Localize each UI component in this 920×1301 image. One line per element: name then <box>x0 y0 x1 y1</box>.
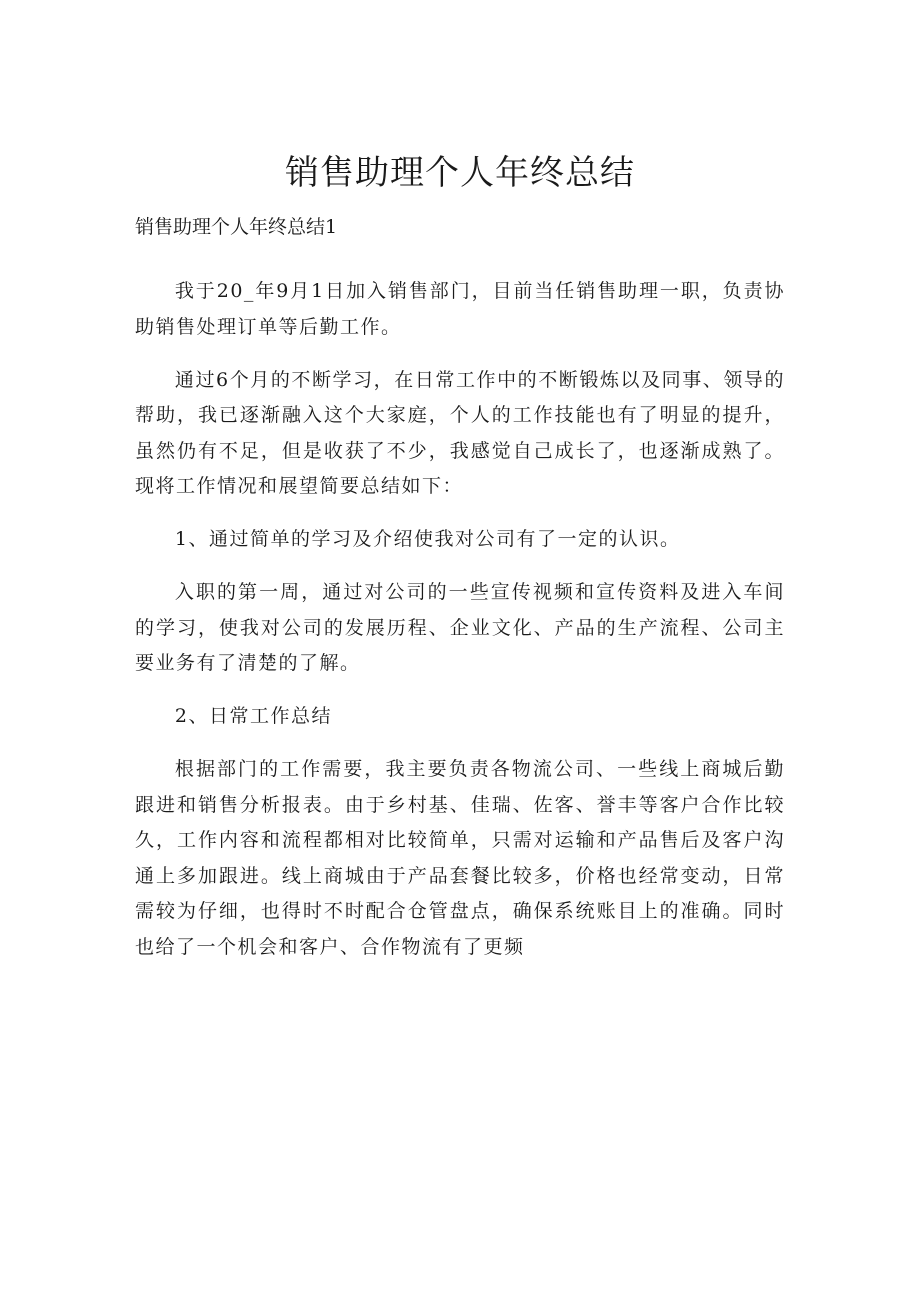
paragraph-daily-work: 根据部门的工作需要，我主要负责各物流公司、一些线上商城后勤跟进和销售分析报表。由于乡村基、佳瑞、佐客、誉丰等客户合作比较久，工作内容和流程都相对比较简单，只需对运输和产品售后及客户沟通上多加跟进。线上商城由于产品套餐比较多，价格也经常变动，日常需较为仔细，也得时不时配合仓管盘点，确保系统账目上的准确。同时也给了一个机会和客户、合作物流有了更频 <box>135 758 785 958</box>
paragraph-first-week: 入职的第一周，通过对公司的一些宣传视频和宣传资料及进入车间的学习，使我对公司的发展历程、企业文化、产品的生产流程、公司主要业务有了清楚的了解。 <box>135 581 785 674</box>
paragraph-overview: 通过6个月的不断学习，在日常工作中的不断锻炼以及同事、领导的帮助，我已逐渐融入这个大家庭，个人的工作技能也有了明显的提升，虽然仍有不足，但是收获了不少，我感觉自己成长了，也逐渐成熟了。现将工作情况和展望简要总结如下： <box>135 368 785 497</box>
paragraph-intro: 我于20_年9月1日加入销售部门，目前当任销售助理一职，负责协助销售处理订单等后勤工作。 <box>135 280 785 338</box>
document-title: 销售助理个人年终总结 <box>285 153 635 193</box>
document-body <box>135 274 785 983</box>
section-heading-2: 2、日常工作总结 <box>174 705 332 727</box>
section-heading-1: 1、通过简单的学习及介绍使我对公司有了一定的认识。 <box>174 528 681 550</box>
document-subtitle: 销售助理个人年终总结1 <box>135 216 338 238</box>
